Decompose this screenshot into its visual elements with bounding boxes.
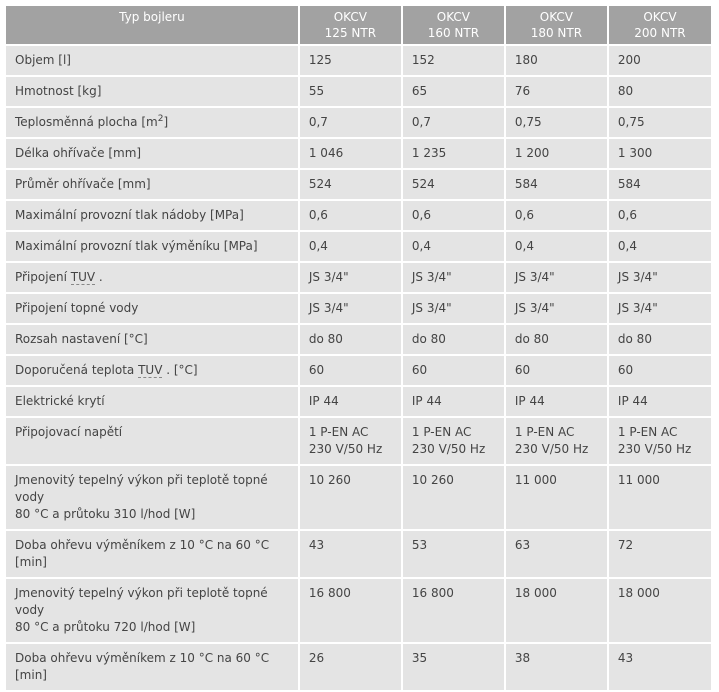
cell-value: do 80	[506, 325, 607, 354]
table-row	[6, 325, 711, 354]
row-label: Připojení TUV .	[6, 263, 298, 292]
header-label: Typ bojleru	[6, 6, 298, 44]
cell-value: 80	[609, 77, 711, 106]
cell-value: do 80	[609, 325, 711, 354]
table-row	[6, 644, 711, 690]
cell-value: 1 P-EN AC 230 V/50 Hz	[300, 418, 401, 464]
cell-value: JS 3/4"	[300, 294, 401, 323]
table-row	[6, 531, 711, 577]
abbr-tuv[interactable]: TUV	[70, 270, 96, 284]
cell-value: 1 300	[609, 139, 711, 168]
cell-value: 125	[300, 46, 401, 75]
cell-value: 72	[609, 531, 711, 577]
table-row	[6, 232, 711, 261]
cell-value: 1 200	[506, 139, 607, 168]
cell-value: IP 44	[300, 387, 401, 416]
abbr-tuv[interactable]: TUV	[138, 363, 163, 377]
row-label: Připojovací napětí	[6, 418, 298, 464]
table-row	[6, 108, 711, 137]
row-label: Doba ohřevu výměníkem z 10 °C na 60 °C [min]	[6, 531, 298, 577]
table-row	[6, 201, 711, 230]
cell-value: 0,7	[403, 108, 504, 137]
cell-value: 16 800	[300, 579, 401, 642]
cell-value: 0,6	[506, 201, 607, 230]
row-label: Průměr ohřívače [mm]	[6, 170, 298, 199]
cell-value: 0,4	[609, 232, 711, 261]
row-label: Jmenovitý tepelný výkon při teplotě topné vody 80 °C a průtoku 720 l/hod [W]	[6, 579, 298, 642]
cell-value: 1 P-EN AC 230 V/50 Hz	[609, 418, 711, 464]
cell-value: 53	[403, 531, 504, 577]
cell-value: 55	[300, 77, 401, 106]
table-row	[6, 418, 711, 464]
row-label: Doba ohřevu výměníkem z 10 °C na 60 °C [min]	[6, 644, 298, 690]
row-label: Elektrické krytí	[6, 387, 298, 416]
cell-value: JS 3/4"	[609, 294, 711, 323]
row-label: Připojení topné vody	[6, 294, 298, 323]
table-row	[6, 46, 711, 75]
cell-value: 0,75	[609, 108, 711, 137]
cell-value: IP 44	[506, 387, 607, 416]
cell-value: JS 3/4"	[403, 263, 504, 292]
cell-value: JS 3/4"	[609, 263, 711, 292]
cell-value: JS 3/4"	[300, 263, 401, 292]
table-row	[6, 263, 711, 292]
row-label: Objem [l]	[6, 46, 298, 75]
cell-value: 584	[506, 170, 607, 199]
cell-value: 10 260	[300, 466, 401, 529]
table-row	[6, 466, 711, 529]
header-model: OKCV 180 NTR	[506, 6, 607, 44]
cell-value: 1 P-EN AC 230 V/50 Hz	[403, 418, 504, 464]
cell-value: 11 000	[609, 466, 711, 529]
cell-value: 10 260	[403, 466, 504, 529]
cell-value: 18 000	[506, 579, 607, 642]
cell-value: 0,7	[300, 108, 401, 137]
spec-table-container	[4, 4, 713, 692]
cell-value: JS 3/4"	[506, 263, 607, 292]
cell-value: 152	[403, 46, 504, 75]
cell-value: 524	[300, 170, 401, 199]
cell-value: 0,4	[300, 232, 401, 261]
cell-value: 18 000	[609, 579, 711, 642]
cell-value: 65	[403, 77, 504, 106]
row-label: Jmenovitý tepelný výkon při teplotě topné vody 80 °C a průtoku 310 l/hod [W]	[6, 466, 298, 529]
header-model: OKCV 125 NTR	[300, 6, 401, 44]
row-label: Maximální provozní tlak nádoby [MPa]	[6, 201, 298, 230]
cell-value: 584	[609, 170, 711, 199]
row-label: Hmotnost [kg]	[6, 77, 298, 106]
boiler-spec-table	[4, 4, 713, 692]
cell-value: 60	[609, 356, 711, 385]
cell-value: 60	[300, 356, 401, 385]
cell-value: 1 046	[300, 139, 401, 168]
cell-value: 1 P-EN AC 230 V/50 Hz	[506, 418, 607, 464]
table-row	[6, 579, 711, 642]
cell-value: JS 3/4"	[403, 294, 504, 323]
cell-value: 0,6	[300, 201, 401, 230]
table-row	[6, 387, 711, 416]
row-label: Maximální provozní tlak výměníku [MPa]	[6, 232, 298, 261]
cell-value: 524	[403, 170, 504, 199]
cell-value: do 80	[300, 325, 401, 354]
table-row	[6, 170, 711, 199]
cell-value: 26	[300, 644, 401, 690]
cell-value: 38	[506, 644, 607, 690]
cell-value: 43	[609, 644, 711, 690]
table-row	[6, 139, 711, 168]
cell-value: 16 800	[403, 579, 504, 642]
cell-value: 0,6	[609, 201, 711, 230]
cell-value: IP 44	[403, 387, 504, 416]
cell-value: do 80	[403, 325, 504, 354]
cell-value: 60	[403, 356, 504, 385]
row-label: Doporučená teplota TUV . [°C]	[6, 356, 298, 385]
table-row	[6, 77, 711, 106]
cell-value: JS 3/4"	[506, 294, 607, 323]
row-label: Teplosměnná plocha $[m^2]$	[6, 108, 298, 137]
header-row	[6, 6, 711, 44]
cell-value: 0,6	[403, 201, 504, 230]
cell-value: 1 235	[403, 139, 504, 168]
cell-value: IP 44	[609, 387, 711, 416]
cell-value: 0,4	[506, 232, 607, 261]
cell-value: 63	[506, 531, 607, 577]
cell-value: 76	[506, 77, 607, 106]
header-model: OKCV 160 NTR	[403, 6, 504, 44]
cell-value: 0,4	[403, 232, 504, 261]
cell-value: 0,75	[506, 108, 607, 137]
cell-value: 11 000	[506, 466, 607, 529]
cell-value: 35	[403, 644, 504, 690]
table-row	[6, 356, 711, 385]
table-row	[6, 294, 711, 323]
cell-value: 200	[609, 46, 711, 75]
row-label: Délka ohřívače [mm]	[6, 139, 298, 168]
cell-value: 180	[506, 46, 607, 75]
cell-value: 60	[506, 356, 607, 385]
header-model: OKCV 200 NTR	[609, 6, 711, 44]
cell-value: 43	[300, 531, 401, 577]
row-label: Rozsah nastavení [°C]	[6, 325, 298, 354]
